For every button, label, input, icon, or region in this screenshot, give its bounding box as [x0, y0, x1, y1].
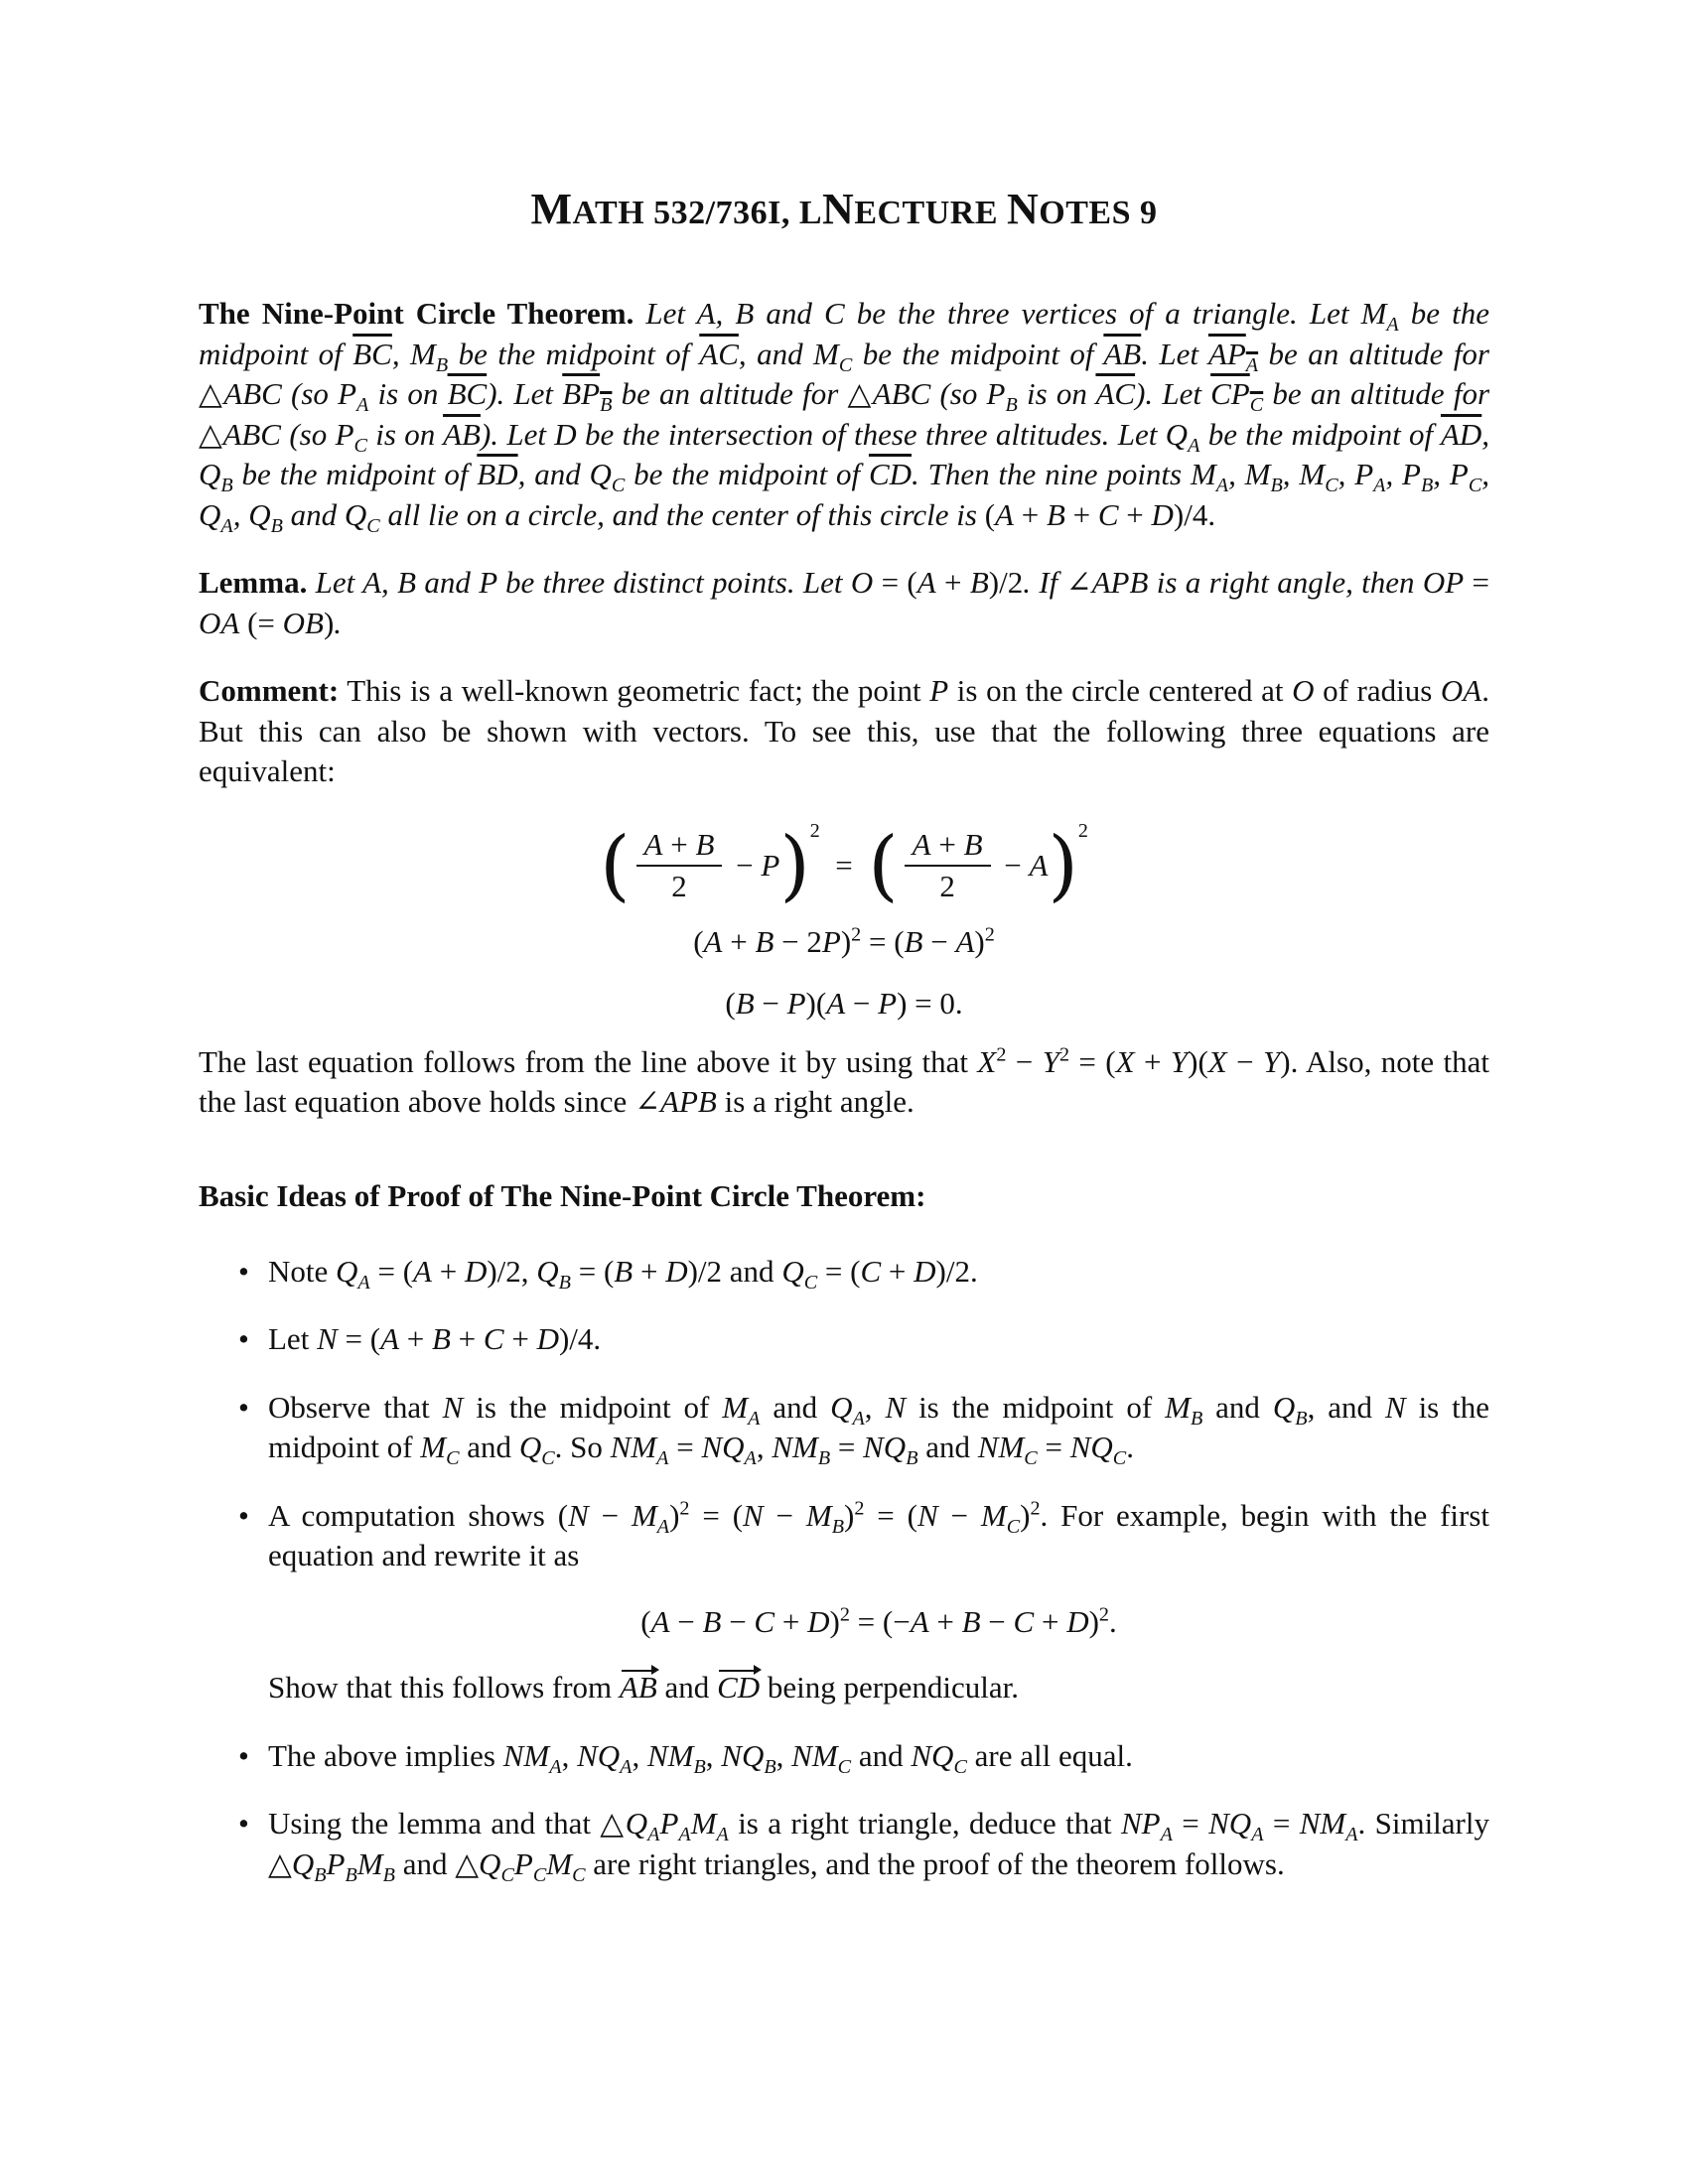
document-page	[199, 184, 1489, 1912]
equation-3: (B − P)(A − P) = 0.	[725, 985, 963, 1021]
equation-4: $(A - B - C + D)^2 = (-A + B - C + D)^2$.	[640, 1603, 1117, 1639]
bullet-icon: •	[238, 1737, 249, 1773]
after-equations-paragraph: The last equation follows from the line above it by using that $X^2 - Y^2 = (X + Y)(X - Y)$. Also, note that the last equation above holds since ∠APB is a right angle.	[199, 1043, 1490, 1119]
bullet-icon: •	[238, 1253, 249, 1289]
list-item: • The above implies $NM_A$, $NQ_A$, $NM_B$, $NQ_B$, $NM_C$ and $NQ_C$ are all equal.	[238, 1737, 1133, 1778]
equation-block	[199, 820, 1489, 1034]
comment-heading: Comment:	[199, 673, 340, 708]
theorem-heading: The Nine-Point Circle Theorem.	[199, 296, 634, 331]
page-title: MATH 532/736I, LNECTURE NOTES 9	[530, 185, 1158, 233]
bullet-icon: •	[238, 1497, 249, 1533]
list-item: • Let N = (A + B + C + D)/4.	[199, 1319, 1489, 1360]
lemma-paragraph: Lemma. Let A, B and P be three distinct points. Let O = (A + B)/2. If ∠APB is a right angle, then OP = OA (= OB).	[199, 565, 1490, 640]
lemma-heading: Lemma.	[199, 565, 308, 600]
equation-2: $(A + B - 2P)^2 = (B - A)^2$	[693, 923, 995, 959]
bullet-icon: •	[238, 1806, 249, 1841]
list-item: • Observe that N is the midpoint of $M_A$ and $Q_A$, N is the midpoint of $M_B$ and $Q_B$, and N is the midpoint of $M_C$ and $Q_C$. So $NM_A = NQ_A$, $NM_B = NQ_B$ and $NM_C = NQ_C$.	[238, 1389, 1490, 1470]
list-item: • Using the lemma and that $\triangle Q_AP_AM_A$ is a right triangle, deduce that $NP_A = NQ_A = NM_A$. Similarly $\triangle Q_BP_BM_B$ and $\triangle Q_CP_CM_C$ are right triangles, and the proof of the theorem follows.	[238, 1806, 1489, 1886]
comment-paragraph: Comment: This is a well-known geometric fact; the point P is on the circle centered at O of radius OA. But this can also be shown with vectors. To see this, use that the following three equations are equivalent:	[199, 673, 1489, 788]
list-item: • Note $Q_A = (A + D)/2$, $Q_B = (B + D)/2$ and $Q_C = (C + D)/2$.	[238, 1253, 978, 1294]
list-item: • A computation shows $(N - M_A)^2 = (N - M_B)^2 = (N - M_C)^2$. For example, begin with the first equation and rewrite it as $(A - B - C + D)^2 = (-A + B - C + D)^2$. Show that this follows from AB and CD being perpendicular.	[199, 1496, 1489, 1708]
bullet-icon: •	[238, 1321, 249, 1356]
equation-1: ( $\frac{A + B}{2}$ − P ) 2 = ( $\frac{A + B}{2}$ − A ) 2	[600, 819, 1088, 910]
bullet-icon: •	[238, 1389, 249, 1425]
proof-list	[199, 1252, 1489, 1885]
proof-heading: Basic Ideas of Proof of The Nine-Point Circle Theorem:	[199, 1177, 926, 1213]
theorem-paragraph: The Nine-Point Circle Theorem. Let A, B and C be the three vertices of a triangle. Let $M_A$ be the midpoint of $\overline{BC}$, $M_B$ be the midpoint of $\overline{AC}$, and $M_C$ be the midpoint of $\overline{AB}$. Let $AP_A$ be an altitude for △ABC (so $P_A$ is on $\overline{BC}$). Let $BP_B$ be an altitude for △ABC (so $P_B$ is on $\overline{AC}$). Let $CP_C$ be an altitude for △ABC (so $P_C$ is on $\overline{AB}$). Let D be the intersection of these three altitudes. Let $Q_A$ be the midpoint of $\overline{AD}$, $Q_B$ be the midpoint of $\overline{BD}$, and $Q_C$ be the midpoint of $\overline{CD}$. Then the nine points $M_A$, $M_B$, $M_C$, $P_A$, $P_B$, $P_C$, $Q_A$, $Q_B$ and $Q_C$ all lie on a circle, and the center of this circle is (A + B + C + D)/4.	[199, 296, 1490, 537]
